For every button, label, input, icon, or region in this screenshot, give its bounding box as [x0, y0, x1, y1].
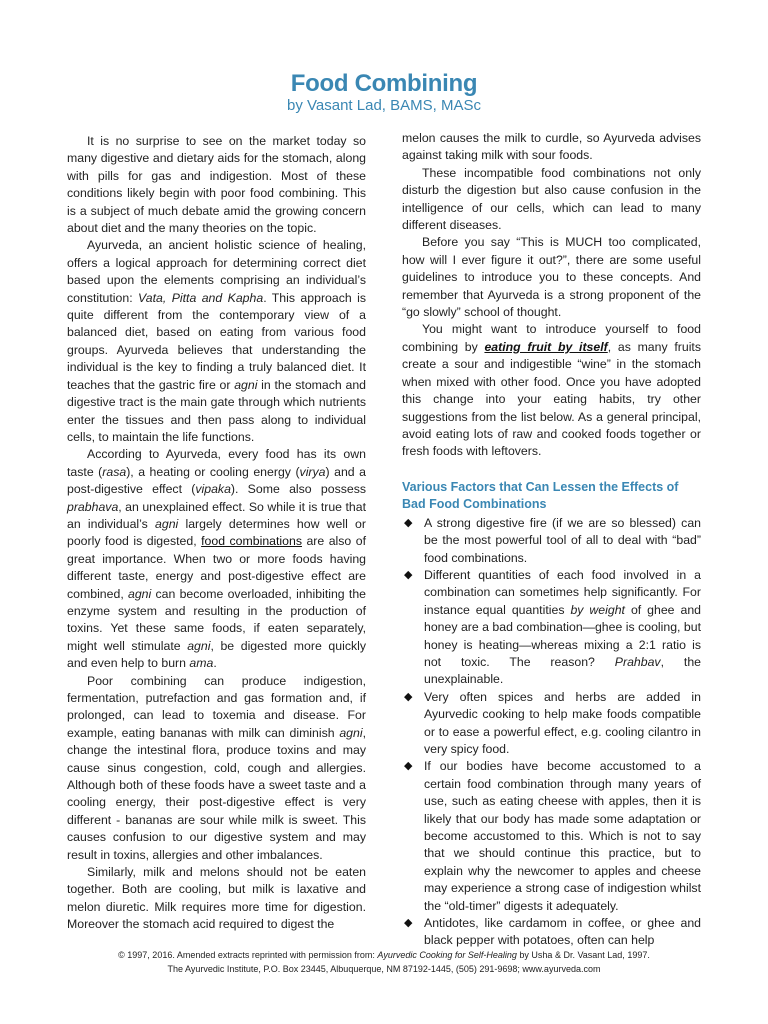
- paragraph: According to Ayurveda, every food has its own taste (rasa), a heating or cooling energy (virya) and a post-digestive effect (vipaka). Some also possess prabhava, an unexplained effect. So while it is true that an individual’s agni largely determines how well or poorly food is digested, food combinations are also of great importance. When two or more foods having different taste, energy and post-digestive effect are combined, agni can become overloaded, inhibiting the enzyme system and resulting in the production of toxins. Yet these same foods, if eaten separately, might well stimulate agni, be digested more quickly and even help to burn ama.: [67, 447, 366, 671]
- paragraph: It is no surprise to see on the market today so many digestive and dietary aids for the stomach, along with pills for gas and indigestion. Most of these conditions likely begin with poor food combining. This is a subject of much debate amid the growing concern about diet and the many theories on the topic.: [67, 134, 366, 236]
- author-byline: by Vasant Lad, BAMS, MASc: [287, 97, 481, 114]
- diamond-bullet-icon: ◆: [404, 690, 413, 703]
- paragraph: Poor combining can produce indigestion, fermentation, putrefaction and gas formation and, if prolonged, can lead to toxemia and disease. For example, eating bananas with milk can diminish agni, change the intestinal flora, produce toxins and may cause sinus congestion, cold, cough and allergies. Although both of these foods have a sweet taste and a cooling energy, their post-digestive effect is very different - bananas are sour while milk is sweet. This causes confusion to our digestive system and may result in toxins, allergies and other imbalances.: [67, 673, 366, 862]
- section-heading: Various Factors that Can Lessen the Effects of Bad Food Combinations: [402, 479, 679, 511]
- paragraph: Similarly, milk and melons should not be eaten together. Both are cooling, but milk is laxative and melon diuretic. Milk requires more time for digestion. Moreover the stomach acid required to digest the: [67, 865, 366, 932]
- left-column: [67, 133, 366, 934]
- food-combinations-link[interactable]: food combinations: [201, 534, 302, 549]
- paragraph: melon causes the milk to curdle, so Ayurveda advises against taking milk with sour foods.: [402, 131, 701, 163]
- page-title: Food Combining: [290, 70, 478, 97]
- diamond-bullet-icon: ◆: [404, 917, 413, 930]
- footer-line-2: The Ayurvedic Institute, P.O. Box 23445, Albuquerque, NM 87192-1445, (505) 291-9698; www.ayurveda.com: [167, 964, 601, 974]
- list-item: ◆ Antidotes, like cardamom in coffee, or ghee and black pepper with potatoes, often can help: [404, 916, 701, 948]
- paragraph: You might want to introduce yourself to food combining by eating fruit by itself, as many fruits create a sour and indigestible “wine” in the stomach when mixed with other food. Once you have adopted this change into your eating habits, try other suggestions from the list below. As a general principal, avoid eating lots of raw and cooked foods together or fresh foods with leftovers.: [402, 322, 701, 459]
- list-item: ◆ Different quantities of each food involved in a combination can sometimes help significantly. For instance equal quantities by weight of ghee and honey are a bad combination—ghee is cooling, but honey is heating—whereas mixing a 2:1 ratio is not toxic. The reason? Prahbav, the unexplainable.: [404, 567, 702, 687]
- paragraph: These incompatible food combinations not only disturb the digestion but also cause confusion in the intelligence of our cells, which can lead to many different diseases.: [402, 165, 701, 233]
- list-item: ◆ Very often spices and herbs are added in Ayurvedic cooking to help make foods compatible or to ease a powerful effect, e.g. cooling cilantro in very spicy food.: [404, 689, 701, 756]
- factors-list: [402, 515, 701, 950]
- eating-fruit-link[interactable]: eating fruit by itself: [484, 339, 608, 354]
- diamond-bullet-icon: ◆: [404, 760, 413, 773]
- footer-copyright: [0, 948, 768, 976]
- right-column: [402, 130, 701, 950]
- list-item: ◆ If our bodies have become accustomed to a certain food combination through many years of use, such as eating cheese with apples, then it is likely that our body has made some adaptation or become accustomed to this. Which is not to say that we should continue this practice, but to explain why the newcomer to apples and cheese may experience a strong case of indigestion whilst the “old-timer” digests it adequately.: [404, 759, 701, 913]
- list-item: ◆ A strong digestive fire (if we are so blessed) can be the most powerful tool of all to deal with “bad” food combinations.: [404, 515, 701, 565]
- paragraph: Ayurveda, an ancient holistic science of healing, offers a logical approach for determining correct diet based upon the elements comprising an individual’s constitution: Vata, Pitta and Kapha. This approach is quite different from the contemporary view of a balanced diet, based on eating from various food groups. Ayurveda believes that understanding the individual is the key to finding a truly balanced diet. It teaches that the gastric fire or agni in the stomach and digestive tract is the main gate through which nutrients enter the tissues and then pass along to individual cells, to maintain the life functions.: [67, 238, 366, 444]
- diamond-bullet-icon: ◆: [404, 568, 413, 581]
- diamond-bullet-icon: ◆: [404, 516, 413, 529]
- footer-line-1: © 1997, 2016. Amended extracts reprinted with permission from: Ayurvedic Cooking for Self-Healing by Usha & Dr. Vasant Lad, 1997.: [118, 950, 650, 960]
- paragraph: Before you say “This is MUCH too complicated, how will I ever figure it out?”, there are some useful guidelines to introduce you to these concepts. And remember that Ayurveda is a strong proponent of the “go slowly” school of thought.: [402, 235, 701, 320]
